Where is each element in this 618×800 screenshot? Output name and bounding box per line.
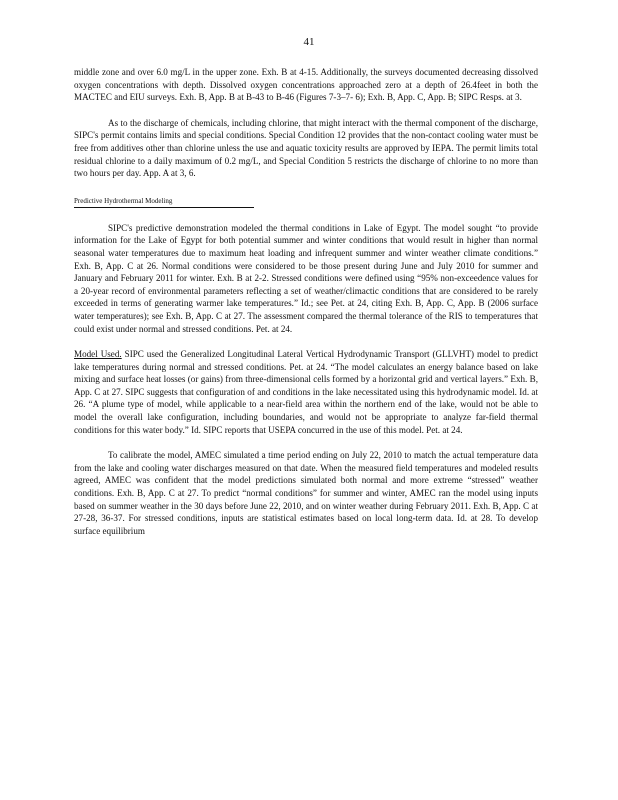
paragraph-continuation: middle zone and over 6.0 mg/L in the upper zone. Exh. B at 4-15. Additionally, the surveys documented decreasing dissolved oxygen concentrations with depth. Dissolved oxygen concentrations approached zero at a depth of 26.4feet in both the MACTEC and EIU surveys. Exh. B, App. B at B-43 to B-46 (Figures 7-3–7- 6); Exh. B, App. C, App. B; SIPC Resps. at 3.	[74, 67, 538, 103]
section-heading: Predictive Hydrothermal Modeling	[74, 196, 254, 208]
paragraph-calibration: To calibrate the model, AMEC simulated a time period ending on July 22, 2010 to match the actual temperature data from the lake and cooling water discharges measured on that date. When the measured field temperatures and modeled results agreed, AMEC was confident that the model predictions simulated both normal and more extreme “stressed” weather conditions. Exh. B, App. C at 27. To predict “normal conditions” for summer and winter, AMEC ran the model using inputs based on summer weather in the 30 days before June 22, 2010, and on winter weather during February 2011. Exh. B, App. C at 27-28, 36-37. For stressed conditions, inputs are statistical estimates based on local long-term data. Id. at 28. To develop surface equilibrium	[74, 450, 538, 536]
page-number: 41	[303, 36, 315, 48]
paragraph-chemicals: As to the discharge of chemicals, including chlorine, that might interact with the thermal component of the discharge, SIPC's permit contains limits and special conditions. Special Condition 12 provides that the non-contact cooling water must be free from additives other than chlorine unless the use and aquatic toxicity results are approved by IEPA. The permit limits total residual chlorine to a daily maximum of 0.2 mg/L, and Special Condition 5 restricts the discharge of chlorine to no more than two hours per day. App. A at 3, 6.	[74, 117, 538, 179]
model-used-text: SIPC used the Generalized Longitudinal Lateral Vertical Hydrodynamic Transport (GLLVHT) model to predict lake temperatures during normal and stressed conditions. Pet. at 24. “The model calculates an energy balance based on lake mixing and surface heat losses (or gains) from three-dimensional cells formed by a horizontal grid and vertical layers.” Exh. B, App. C at 27. SIPC suggests that configuration of and conditions in the lake necessitated using this hydrodynamic model. Id. at 26. “A plume type of model, while applicable to a near-field area within the northern end of the lake, would not be able to model the overall lake configuration, including boundaries, and would not be appropriate to analyze far-field thermal conditions for this water body.” Id. SIPC reports that USEPA concurred in the use of this model. Pet. at 24.	[74, 349, 538, 435]
model-used-label: Model Used.	[74, 349, 122, 360]
document-body	[74, 66, 538, 537]
paragraph-model-used	[74, 348, 538, 436]
paragraph-predictive-demonstration: SIPC's predictive demonstration modeled the thermal conditions in Lake of Egypt. The model sought “to provide information for the Lake of Egypt for both potential summer and winter conditions that would result in higher than normal seasonal water temperatures due to maximum heat loading and infrequent summer and winter weather climate conditions.” Exh. B, App. C at 26. Normal conditions were considered to be those present during June and July 2010 for summer and January and February 2011 for winter. Exh. B at 2-2. Stressed conditions were defined using “95% non-exceedence values for a 20-year record of environmental parameters reflecting a set of weather/climactic conditions that are considered to be rarely exceeded in terms of generating warmer lake temperatures.” Id.; see Pet. at 24, citing Exh. B, App. C, App. B (2006 surface water temperatures); see Exh. B, App. C at 27. The assessment compared the thermal tolerance of the RIS to temperatures that could exist under normal and stressed conditions. Pet. at 24.	[74, 222, 538, 334]
